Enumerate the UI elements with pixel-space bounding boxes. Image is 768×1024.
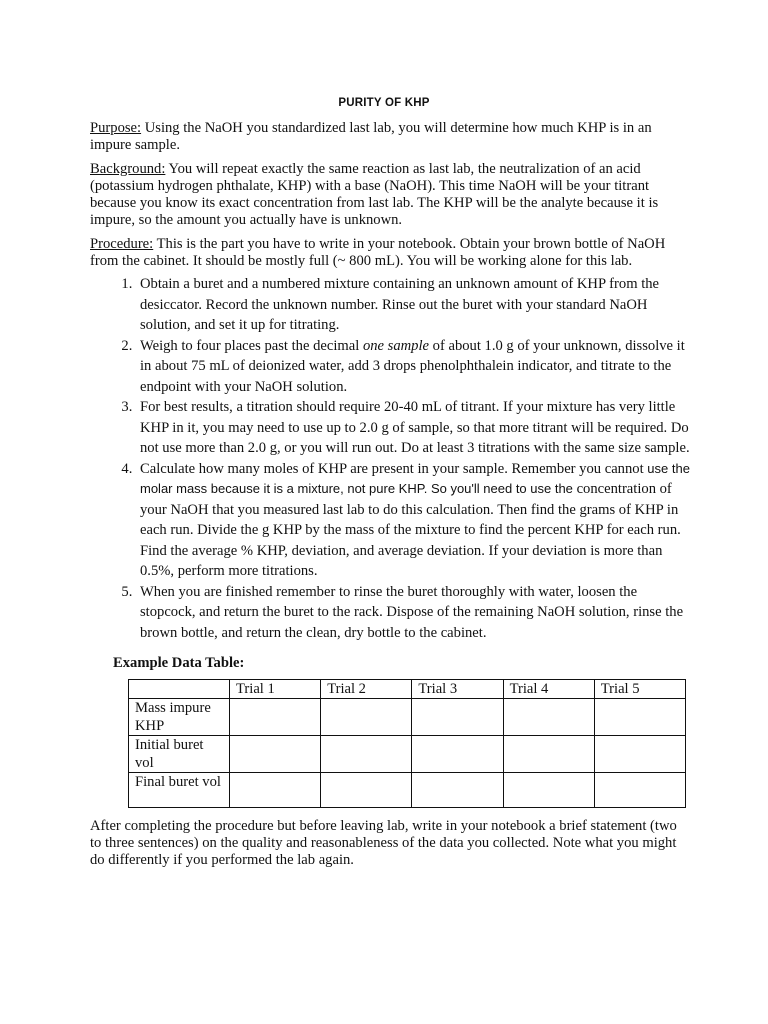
procedure-text: This is the part you have to write in your notebook. Obtain your brown bottle of NaOH from the cabinet. It should be mostly full (~ 800 mL). You will be working alone for this lab. bbox=[90, 236, 666, 269]
table-cell bbox=[230, 773, 321, 808]
table-header-cell: Trial 3 bbox=[412, 680, 503, 699]
table-header-cell bbox=[129, 680, 230, 699]
row-label: Initial buret vol bbox=[129, 736, 230, 773]
step-2-text-a: Weigh to four places past the decimal bbox=[140, 337, 363, 354]
table-cell bbox=[321, 736, 412, 773]
step-5-text: When you are finished remember to rinse the buret thoroughly with water, loosen the stopcock, and return the buret to the rack. Dispose of the remaining NaOH solution, rinse the brown bottle, and return the clean, dry bottle to the cabinet. bbox=[140, 583, 684, 641]
procedure-steps bbox=[90, 274, 690, 643]
row-label: Mass impure KHP bbox=[129, 699, 230, 736]
step-5 bbox=[136, 582, 690, 644]
purpose-label: Purpose: bbox=[90, 120, 142, 136]
step-1-text: Obtain a buret and a numbered mixture containing an unknown amount of KHP from the desiccator. Record the unknown number. Rinse out the buret with your standard NaOH solution, and set it up for titrating. bbox=[140, 276, 660, 333]
table-title: Example Data Table: bbox=[113, 655, 245, 671]
step-2-text-b: of about 1.0 g of your unknown, dissolve it in about 75 mL of deionized water, add 3 drops phenolphthalein indicator, and titrate to the endpoint with your NaOH solution. bbox=[140, 337, 685, 395]
purpose-text: Using the NaOH you standardized last lab, you will determine how much KHP is in an impure sample. bbox=[90, 120, 652, 153]
step-4-text-b: use the molar mass because it is a mixture, not pure KHP. So you'll need to use the bbox=[140, 460, 690, 496]
table-cell bbox=[594, 773, 685, 808]
step-2-emphasis: one sample bbox=[362, 337, 430, 354]
purpose-paragraph bbox=[90, 120, 690, 154]
table-cell bbox=[503, 736, 594, 773]
document-body bbox=[90, 120, 690, 876]
procedure-label: Procedure: bbox=[90, 236, 154, 252]
background-paragraph bbox=[90, 161, 690, 229]
step-3-text: For best results, a titration should require 20-40 mL of titrant. If your mixture has very little KHP in it, you may need to use up to 2.0 g of sample, so that more titrant will be required. Do not use more than 2.0 g, or you will run out. Do at least 3 titrations with the same size sample. bbox=[140, 399, 690, 456]
example-data-table bbox=[128, 679, 686, 808]
table-row bbox=[129, 773, 686, 808]
table-cell bbox=[412, 699, 503, 736]
procedure-paragraph bbox=[90, 236, 690, 270]
page-title: PURITY OF KHP bbox=[338, 97, 430, 109]
table-row bbox=[129, 736, 686, 773]
step-4-text-a: Calculate how many moles of KHP are present in your sample. Remember you cannot bbox=[140, 460, 648, 477]
table-cell bbox=[594, 736, 685, 773]
step-3 bbox=[136, 397, 690, 459]
background-label: Background: bbox=[90, 161, 166, 177]
step-2 bbox=[136, 336, 690, 398]
table-header-cell: Trial 1 bbox=[230, 680, 321, 699]
table-row bbox=[129, 699, 686, 736]
table-cell bbox=[230, 699, 321, 736]
step-4-text-c: concentration of your NaOH that you measured last lab to do this calculation. Then find the grams of KHP in each run. Divide the g KHP by the mass of the mixture to find the percent KHP for each run. Find the average % KHP, deviation, and average deviation. If your deviation is more than 0.5%, perform more titrations. bbox=[140, 481, 681, 579]
table-cell bbox=[503, 773, 594, 808]
table-cell bbox=[321, 699, 412, 736]
row-label: Final buret vol bbox=[129, 773, 230, 808]
table-cell bbox=[594, 699, 685, 736]
table-header-cell: Trial 5 bbox=[594, 680, 685, 699]
step-4 bbox=[136, 459, 690, 582]
table-header-cell: Trial 2 bbox=[321, 680, 412, 699]
background-text: You will repeat exactly the same reaction as last lab, the neutralization of an acid (potassium hydrogen phthalate, KHP) with a base (NaOH). This time NaOH will be your titrant because you know its exact concentration from last lab. The KHP will be the analyte because it is impure, so the amount you actually have is unknown. bbox=[90, 161, 659, 228]
closing-paragraph: After completing the procedure but before leaving lab, write in your notebook a brief statement (two to three sentences) on the quality and reasonableness of the data you collected. Note what you might do differently if you performed the lab again. bbox=[90, 818, 677, 868]
table-cell bbox=[321, 773, 412, 808]
step-1 bbox=[136, 274, 690, 336]
table-cell bbox=[412, 736, 503, 773]
table-header-row bbox=[129, 680, 686, 699]
table-cell bbox=[503, 699, 594, 736]
table-cell bbox=[230, 736, 321, 773]
table-header-cell: Trial 4 bbox=[503, 680, 594, 699]
table-cell bbox=[412, 773, 503, 808]
